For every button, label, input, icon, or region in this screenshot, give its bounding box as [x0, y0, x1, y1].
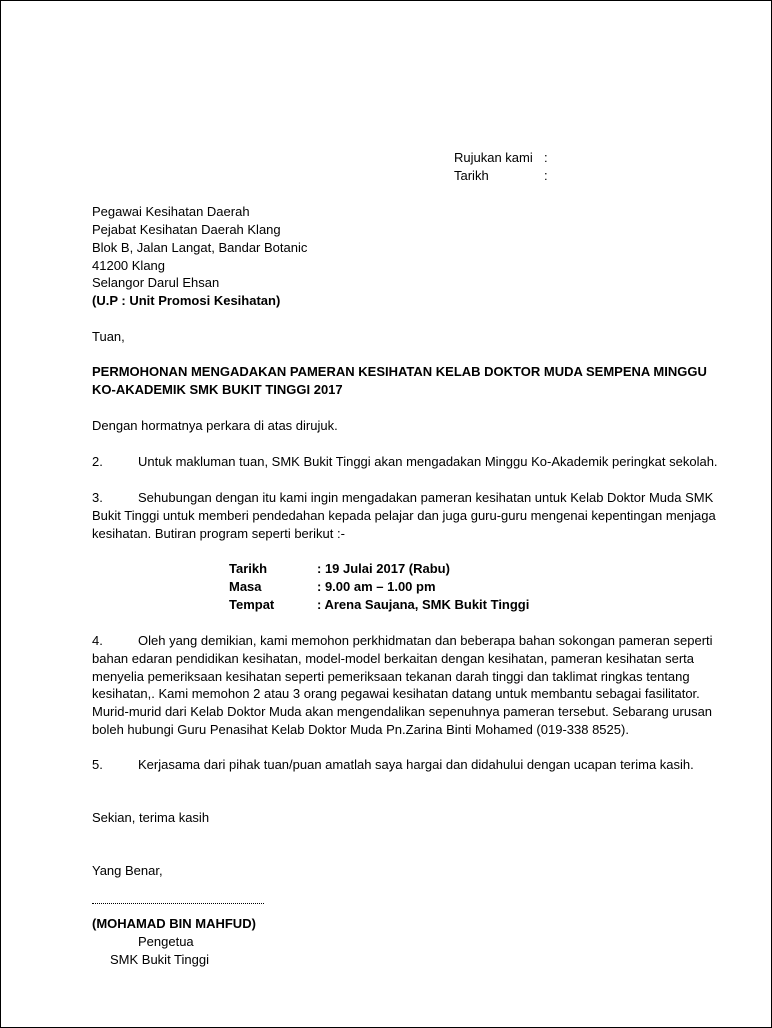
reference-colon: : — [544, 150, 548, 165]
paragraph-number: 4. — [92, 633, 103, 648]
paragraph-text: Kerjasama dari pihak tuan/puan amatlah saya hargai dan didahului dengan ucapan terima kasih. — [138, 757, 694, 772]
signatory-title: Pengetua — [138, 934, 194, 949]
recipient-line: Pegawai Kesihatan Daerah — [92, 204, 250, 219]
salutation: Tuan, — [92, 329, 125, 344]
paragraph-number: 5. — [92, 757, 103, 772]
recipient-line: Pejabat Kesihatan Daerah Klang — [92, 222, 281, 237]
paragraph-text: boleh hubungi Guru Penasihat Kelab Doktor Muda Pn.Zarina Binti Mohamed (019-338 8525). — [92, 722, 629, 737]
paragraph-number: 2. — [92, 454, 103, 469]
detail-value-date: : 19 Julai 2017 (Rabu) — [317, 561, 450, 576]
detail-label-date: Tarikh — [229, 561, 268, 576]
detail-label-venue: Tempat — [229, 597, 275, 612]
signatory-school: SMK Bukit Tinggi — [110, 952, 209, 967]
paragraph-text: Bukit Tinggi untuk memberi pendedahan kepada pelajar dan juga guru-guru mengenai kepentingan menjaga — [92, 508, 716, 523]
yang-benar: Yang Benar, — [92, 863, 163, 878]
paragraph-text: Untuk makluman tuan, SMK Bukit Tinggi akan mengadakan Minggu Ko-Akademik peringkat sekolah. — [138, 454, 718, 469]
reference-label: Rujukan kami — [454, 150, 533, 165]
signatory-name: (MOHAMAD BIN MAHFUD) — [92, 916, 256, 931]
date-colon: : — [544, 168, 548, 183]
paragraph-text: kesihatan. Butiran program seperti berikut :- — [92, 526, 345, 541]
date-label: Tarikh — [454, 168, 489, 183]
subject-line: KO-AKADEMIK SMK BUKIT TINGGI 2017 — [92, 382, 343, 397]
opening-sentence: Dengan hormatnya perkara di atas dirujuk. — [92, 418, 338, 433]
paragraph-number: 3. — [92, 490, 103, 505]
paragraph-text: bahan edaran pendidikan kesihatan, model-model berkaitan dengan kesihatan, pameran kesihatan serta — [92, 651, 695, 666]
recipient-line: 41200 Klang — [92, 258, 166, 273]
subject-line: PERMOHONAN MENGADAKAN PAMERAN KESIHATAN KELAB DOKTOR MUDA SEMPENA MINGGU — [92, 364, 707, 379]
signature-line — [92, 903, 264, 904]
paragraph-text: kesihatan,. Kami memohon 2 atau 3 orang pegawai kesihatan datang untuk membantu sebagai fasilitator. — [92, 686, 700, 701]
paragraph-text: Sehubungan dengan itu kami ingin mengadakan pameran kesihatan untuk Kelab Doktor Muda SMK — [138, 490, 714, 505]
detail-label-time: Masa — [229, 579, 262, 594]
detail-value-time: : 9.00 am – 1.00 pm — [317, 579, 436, 594]
recipient-line: Blok B, Jalan Langat, Bandar Botanic — [92, 240, 308, 255]
paragraph-text: Murid-murid dari Kelab Doktor Muda akan mengendalikan sepenuhnya pameran tersebut. Sebarang urusan — [92, 704, 713, 719]
detail-value-venue: : Arena Saujana, SMK Bukit Tinggi — [317, 597, 530, 612]
closing-text: Sekian, terima kasih — [92, 810, 210, 825]
attention-line: (U.P : Unit Promosi Kesihatan) — [92, 293, 281, 308]
paragraph-text: menyelia pemeriksaan kesihatan seperti pemeriksaan tekanan darah tinggi dan taklimat ringkas tentang — [92, 669, 690, 684]
paragraph-text: Oleh yang demikian, kami memohon perkhidmatan dan beberapa bahan sokongan pameran seperti — [138, 633, 713, 648]
recipient-line: Selangor Darul Ehsan — [92, 275, 220, 290]
